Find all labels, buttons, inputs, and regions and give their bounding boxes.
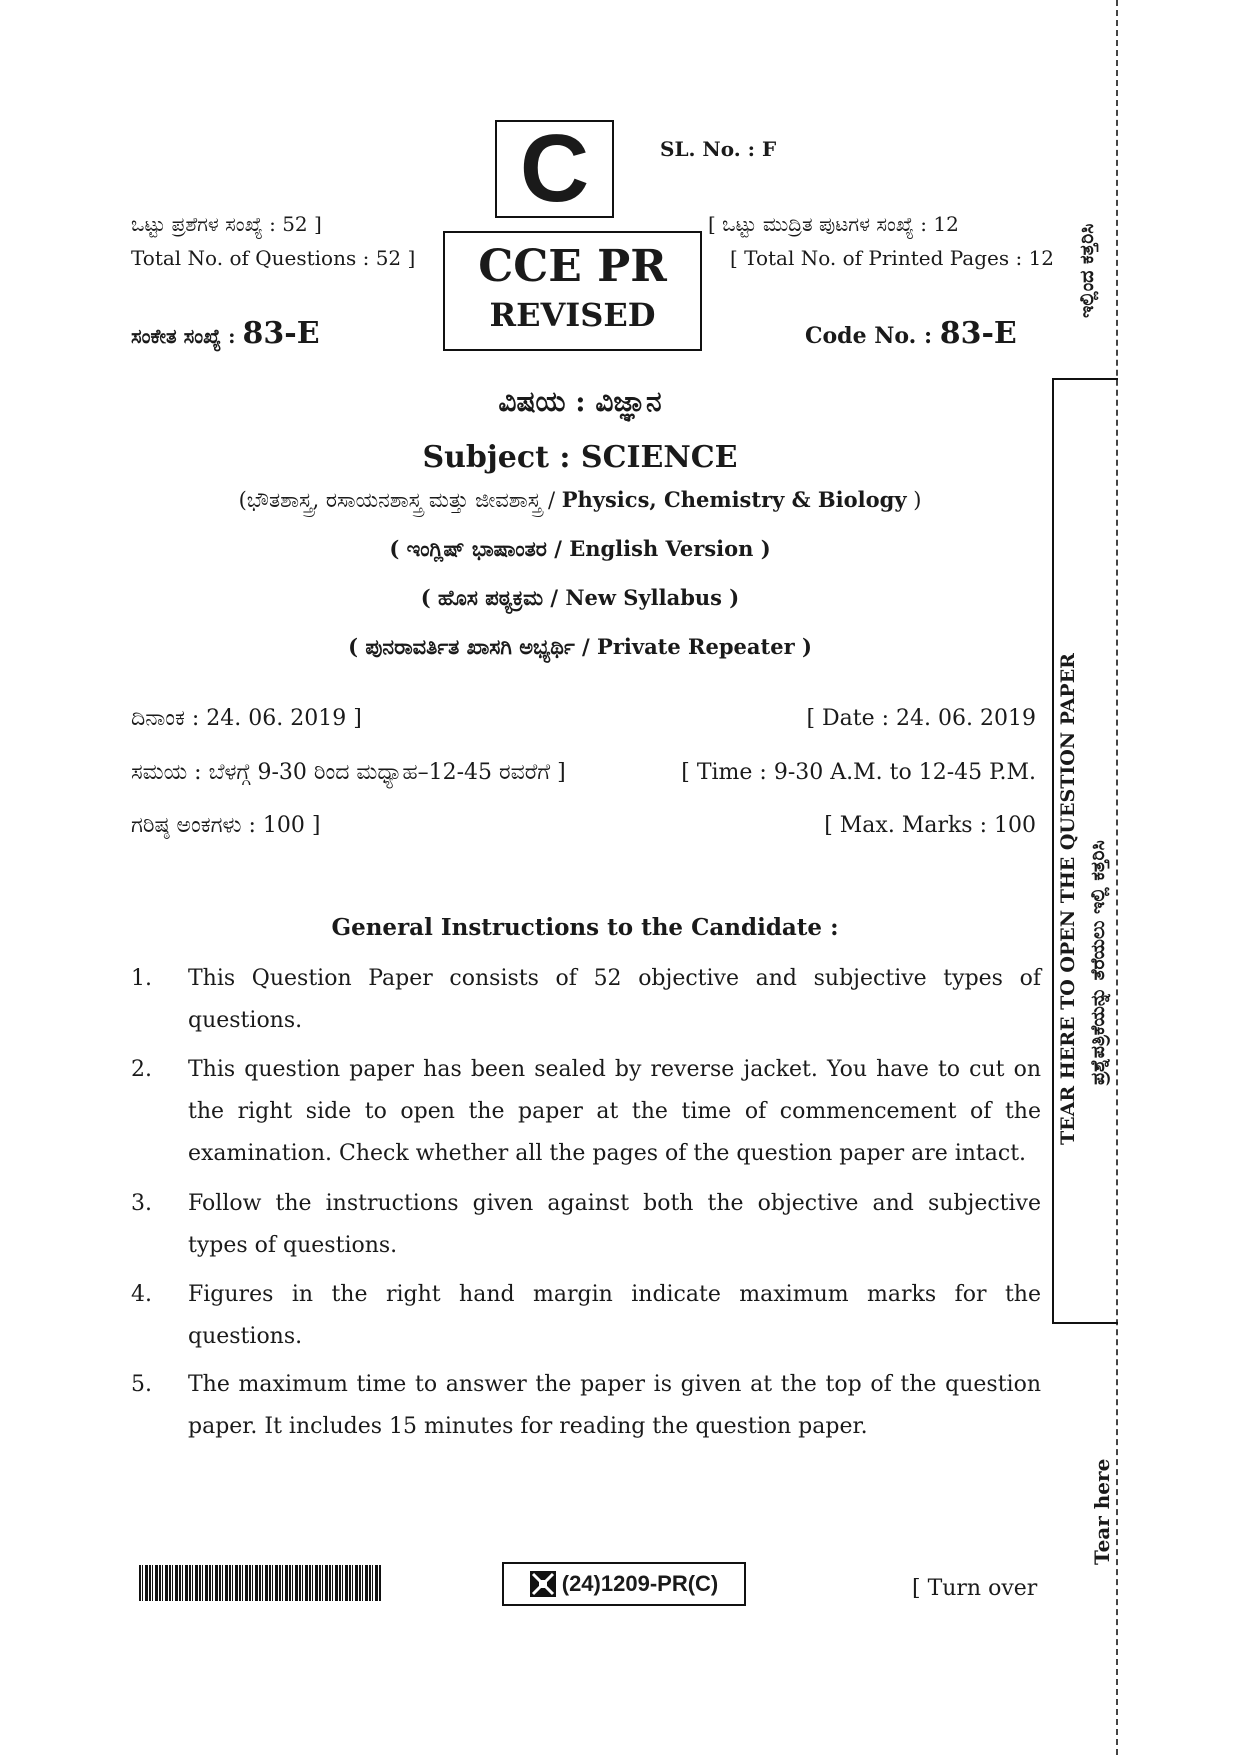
kn-subject: ವಿಷಯ : ವಿಜ್ಞಾನ xyxy=(498,385,662,418)
branches-kn: (ಭೌತಶಾಸ್ತ್ರ, ರಸಾಯನಶಾಸ್ತ್ರ ಮತ್ತು ಜೀವಶಾಸ್ತ್ರ / xyxy=(238,488,562,512)
turn-over: [ Turn over xyxy=(912,1576,1038,1601)
instruction-number: 5. xyxy=(131,1372,152,1397)
version-line: ( ಇಂಗ್ಲಿಷ್ ಭಾಷಾಂತರ / English Version ) xyxy=(389,536,771,561)
instruction-item xyxy=(131,1049,1041,1175)
serial-number: SL. No. : F xyxy=(660,137,777,161)
instruction-text: Figures in the right hand margin indicate maximum marks for the questions. xyxy=(188,1282,1041,1349)
instruction-number: 2. xyxy=(131,1057,152,1082)
kn-tear-instruction: ಪ್ರಶ್ನೆಪತ್ರಿಕೆಯನ್ನು ತೆರೆಯಲು ಇಲ್ಲಿ ಕತ್ತರಿಸಿ xyxy=(1087,840,1109,1085)
tear-here-label: Tear here xyxy=(1090,1458,1114,1565)
branches-end: ) xyxy=(906,488,922,512)
kn-total-questions: ಒಟ್ಟು ಪ್ರಶೆಗಳ ಸಂಖ್ಯೆ : 52 ] xyxy=(131,212,322,236)
instruction-number: 1. xyxy=(131,966,152,991)
branches-en: Physics, Chemistry & Biology xyxy=(561,487,907,512)
paper-code-box xyxy=(502,1562,746,1606)
instruction-item xyxy=(131,1364,1041,1448)
candidate-line: ( ಪುನರಾವರ್ತಿತ ಖಾಸಗಿ ಅಭ್ಯರ್ಥಿ / Private Repeater ) xyxy=(348,634,812,659)
tear-instruction: TEAR HERE TO OPEN THE QUESTION PAPER xyxy=(1057,653,1079,1145)
revised-label: REVISED xyxy=(489,296,656,334)
kn-code-number xyxy=(131,316,320,351)
kn-max-marks: ಗರಿಷ್ಠ ಅಂಕಗಳು : 100 ] xyxy=(131,813,321,838)
instruction-text: The maximum time to answer the paper is given at the top of the question paper. It includes 15 minutes for reading the question paper. xyxy=(188,1372,1041,1439)
code-number xyxy=(805,316,1017,351)
paper-set-letter: C xyxy=(495,120,614,218)
instructions-title: General Instructions to the Candidate : xyxy=(331,914,839,941)
instruction-number: 4. xyxy=(131,1282,152,1307)
instruction-item xyxy=(131,1183,1041,1267)
max-marks: [ Max. Marks : 100 xyxy=(824,813,1036,838)
instruction-item xyxy=(131,1274,1041,1358)
exam-date: [ Date : 24. 06. 2019 xyxy=(806,706,1036,731)
paper-code: (24)1209-PR(C) xyxy=(561,1571,719,1596)
instruction-item xyxy=(131,958,1041,1042)
cce-label: CCE PR xyxy=(478,241,667,292)
subject-title: Subject : SCIENCE xyxy=(422,440,738,475)
instruction-text: This question paper has been sealed by reverse jacket. You have to cut on the right side to open the paper at the time of commencement of the examination. Check whether all the pages of the question paper are intact. xyxy=(188,1057,1041,1166)
instruction-text: This Question Paper consists of 52 objective and subjective types of questions. xyxy=(188,966,1041,1033)
kn-code-label: ಸಂಕೇತ ಸಂಖ್ಯೆ : xyxy=(131,324,243,348)
instruction-text: Follow the instructions given against both the objective and subjective types of questions. xyxy=(188,1191,1041,1258)
cce-box xyxy=(443,231,702,351)
kn-cut-here: ಇಲ್ಲಿಂದ ಕತ್ತರಿಸಿ xyxy=(1076,223,1098,318)
kn-date: ದಿನಾಂಕ : 24. 06. 2019 ] xyxy=(131,706,362,731)
kn-time: ಸಮಯ : ಬೆಳಗ್ಗೆ 9-30 ರಿಂದ ಮಧ್ಯಾಹ–12-45 ರವರೆಗೆ ] xyxy=(131,760,566,785)
syllabus-line: ( ಹೊಸ ಪಠ್ಯಕ್ರಮ / New Syllabus ) xyxy=(420,585,740,610)
subject-branches xyxy=(0,487,1160,513)
code-label: Code No. : xyxy=(805,323,940,349)
instruction-number: 3. xyxy=(131,1191,152,1216)
kn-code-value: 83-E xyxy=(242,316,320,351)
barcode xyxy=(139,1565,381,1601)
code-value: 83-E xyxy=(939,316,1017,351)
total-pages: [ Total No. of Printed Pages : 12 xyxy=(730,246,1055,270)
total-questions: Total No. of Questions : 52 ] xyxy=(131,246,416,270)
qr-code-icon xyxy=(530,1571,556,1597)
exam-time: [ Time : 9-30 A.M. to 12-45 P.M. xyxy=(681,760,1036,785)
kn-total-pages: [ ಒಟ್ಟು ಮುದ್ರಿತ ಪುಟಗಳ ಸಂಖ್ಯೆ : 12 xyxy=(708,212,959,236)
